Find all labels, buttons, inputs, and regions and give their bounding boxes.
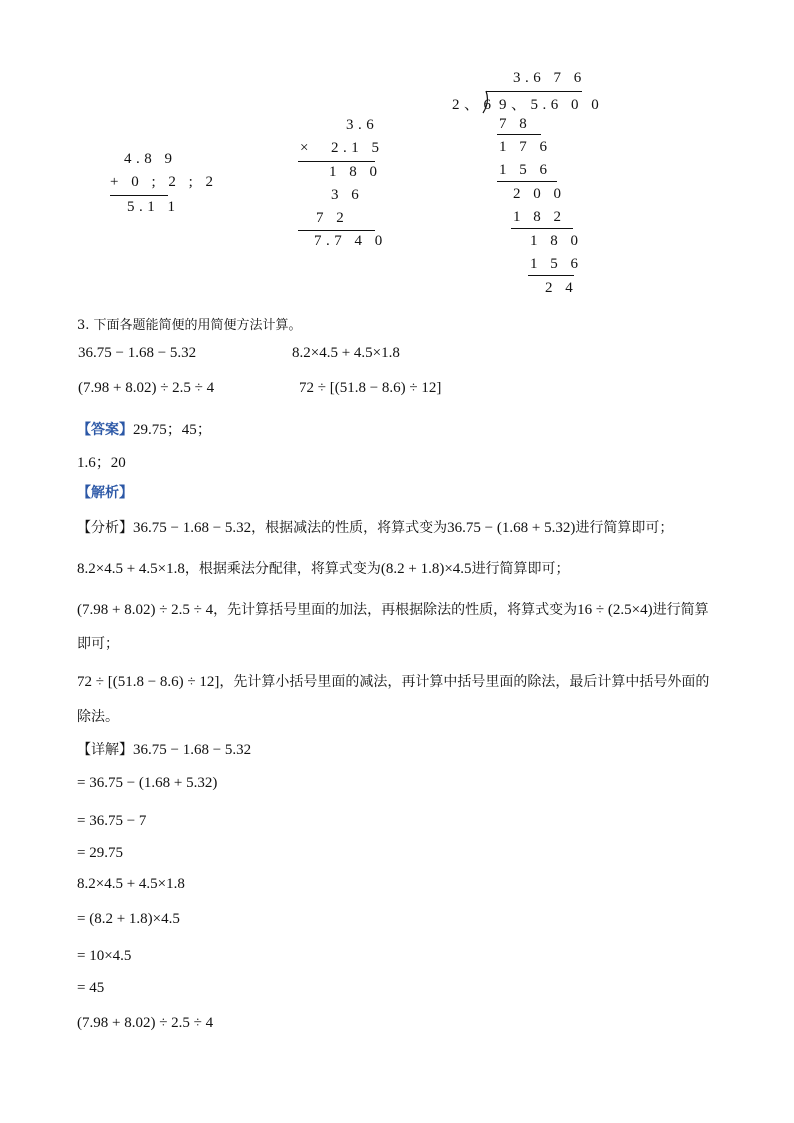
analysis-expr-3: (7.98 + 8.02) ÷ 2.5 ÷ 4 <box>77 602 214 618</box>
analysis-expr-1: 36.75 − 1.68 − 5.32 <box>133 520 252 536</box>
analysis-expr-3b: 16 ÷ (2.5×4) <box>577 602 653 618</box>
dividend: 9、5.6 0 0 <box>499 97 604 113</box>
analysis-tag: 【解析】 <box>77 485 133 501</box>
partial-product-2: 3 6 <box>331 187 364 203</box>
detail-line-6: = 10×4.5 <box>77 948 132 964</box>
step-1: 7 8 <box>499 116 532 132</box>
detail-line-4: 8.2×4.5 + 4.5×1.8 <box>77 876 185 892</box>
analysis-text-1: ，根据减法的性质，将算式变为 <box>251 520 448 536</box>
addend-2: + 0 ; 2 ; 2 <box>110 174 218 190</box>
problem-4: 72 ÷ [(51.8 − 8.6) ÷ 12] <box>299 380 442 396</box>
remainder: 2 4 <box>545 280 578 296</box>
answer-line-2: 1.6；20 <box>77 455 126 471</box>
step-line-4 <box>528 275 574 276</box>
detail-line-7: = 45 <box>77 980 105 996</box>
step-7: 1 5 6 <box>530 256 583 272</box>
partial-product-1: 1 8 0 <box>329 164 382 180</box>
analysis-expr-1b: 36.75 − (1.68 + 5.32) <box>447 520 576 536</box>
analysis-line-2 <box>77 558 570 578</box>
problem-2: 8.2×4.5 + 4.5×1.8 <box>292 345 400 361</box>
step-line-2 <box>497 181 557 182</box>
detail-line-0 <box>77 739 251 759</box>
step-line-3 <box>511 228 573 229</box>
sum-line <box>110 195 168 196</box>
detail-line-5: = (8.2 + 1.8)×4.5 <box>77 911 180 927</box>
division-bar <box>486 91 582 92</box>
analysis-line-3-cont: 即可； <box>77 636 119 652</box>
multiply-sign: × <box>300 140 313 156</box>
analysis-line-4-cont: 除法。 <box>77 709 119 725</box>
detail-line-3: = 29.75 <box>77 845 123 861</box>
divisor: 2、6 <box>452 97 496 113</box>
analysis-expr-4: 72 ÷ [(51.8 − 8.6) ÷ 12] <box>77 674 220 690</box>
step-5: 1 8 2 <box>513 209 566 225</box>
detail-line-1: = 36.75 − (1.68 + 5.32) <box>77 775 218 791</box>
sum: 5.1 1 <box>127 199 180 215</box>
analysis-label: 【分析】 <box>77 520 133 536</box>
analysis-end-1: 进行简算即可； <box>575 520 674 536</box>
analysis-end-3: 进行简算 <box>652 602 709 618</box>
quotient: 3.6 7 6 <box>513 70 586 86</box>
multiplier: 2.1 5 <box>331 140 384 156</box>
analysis-expr-2: 8.2×4.5 + 4.5×1.8 <box>77 561 185 577</box>
analysis-expr-2b: (8.2 + 1.8)×4.5 <box>380 561 472 577</box>
addend-1: 4.8 9 <box>124 151 177 167</box>
product-line-1 <box>298 161 375 162</box>
analysis-text-3: ，先计算括号里面的加法，再根据除法的性质，将算式变为 <box>213 602 578 618</box>
detail-line-2: = 36.75 − 7 <box>77 813 147 829</box>
step-3: 1 5 6 <box>499 162 552 178</box>
problem-3: (7.98 + 8.02) ÷ 2.5 ÷ 4 <box>78 380 215 396</box>
step-2: 1 7 6 <box>499 139 552 155</box>
answer-line-1 <box>77 418 212 439</box>
analysis-line-4 <box>77 671 709 691</box>
detail-line-8: (7.98 + 8.02) ÷ 2.5 ÷ 4 <box>77 1015 214 1031</box>
multiplicand: 3.6 <box>346 117 379 133</box>
analysis-line-3 <box>77 599 709 619</box>
step-line-1 <box>497 134 541 135</box>
analysis-text-4: ，先计算小括号里面的减法，再计算中括号里面的除法，最后计算中括号外面的 <box>219 674 710 690</box>
problem-1: 36.75 − 1.68 − 5.32 <box>78 345 197 361</box>
question-3-title: 3. 下面各题能简便的用简便方法计算。 <box>77 318 302 333</box>
detail-tag: 【详解】 <box>77 742 133 758</box>
answer-tag: 【答案】 <box>77 422 133 438</box>
product: 7.7 4 0 <box>314 233 387 249</box>
analysis-end-2: 进行简算即可； <box>471 561 570 577</box>
product-line-2 <box>298 230 375 231</box>
analysis-text-2: ，根据乘法分配律，将算式变为 <box>184 561 381 577</box>
step-4: 2 0 0 <box>513 186 566 202</box>
step-6: 1 8 0 <box>530 233 583 249</box>
detail-expr-0: 36.75 − 1.68 − 5.32 <box>133 742 252 758</box>
answer-values-1: 29.75；45； <box>133 422 212 438</box>
partial-product-3: 7 2 <box>316 210 349 226</box>
analysis-line-1 <box>77 517 673 537</box>
